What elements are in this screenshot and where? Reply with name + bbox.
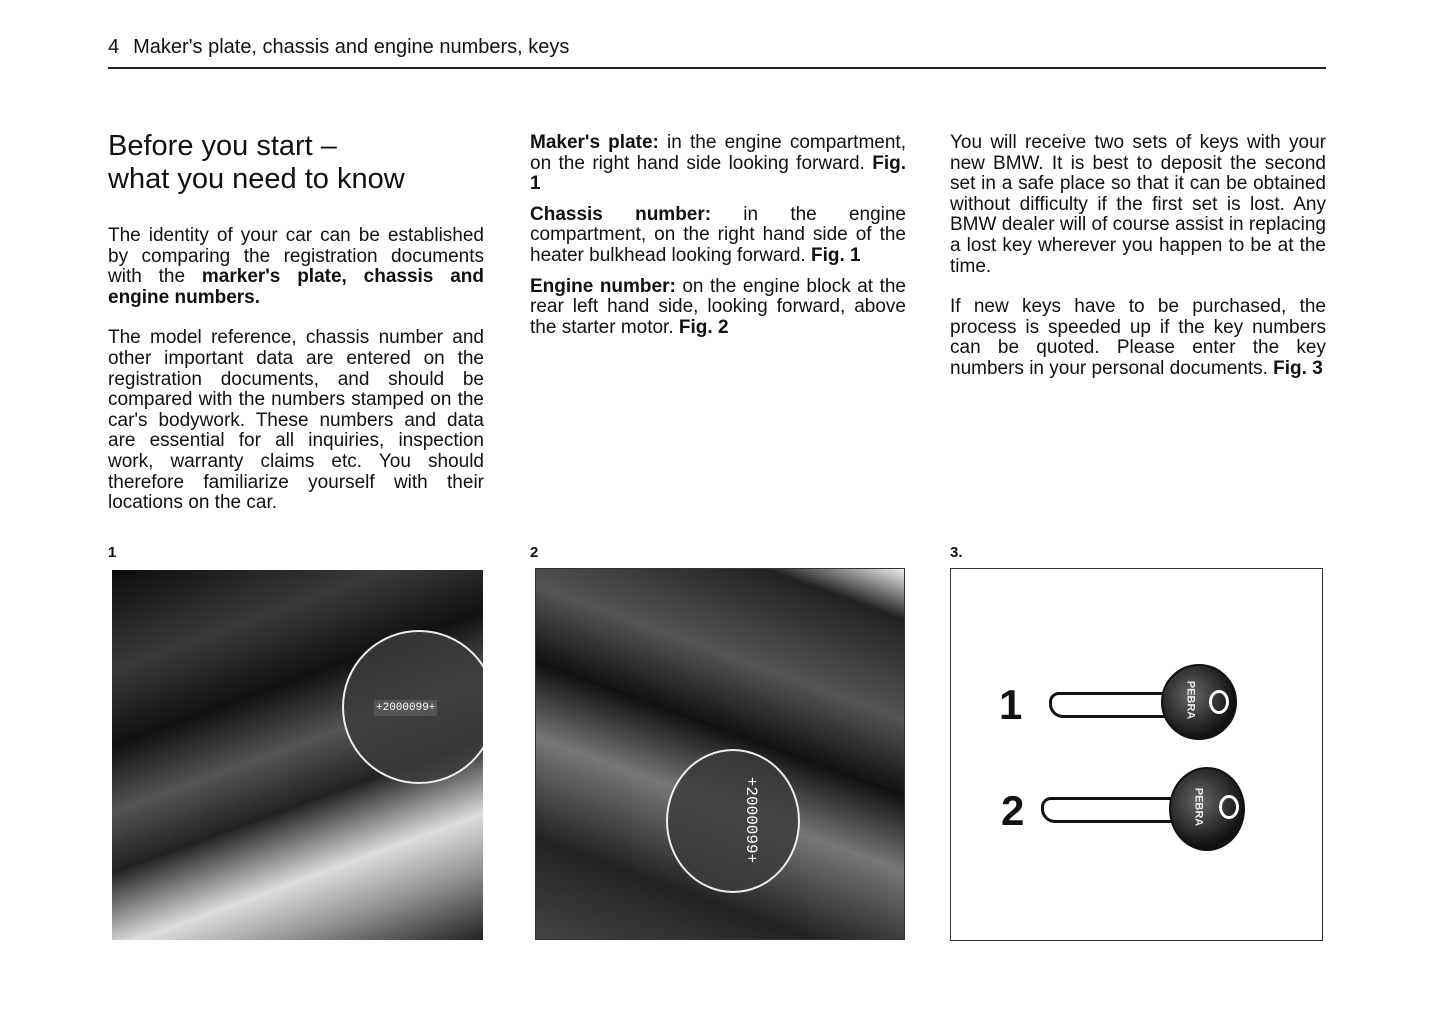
magnified-inset: [666, 749, 800, 893]
label: Maker's plate:: [530, 132, 659, 153]
text: If new keys have to be purchased, the process is speeded up if the key numbers can be quoted. Please enter the key numbers in your personal documents.: [950, 296, 1326, 379]
paragraph-keys: You will receive two sets of keys with your new BMW. It is best to deposit the second set in a safe place so that it can be obtained without difficulty if the first set is lost. Any BMW dealer will of course assist in replacing a lost key wherever you happen to be at the time.: [950, 132, 1326, 277]
figure-3-label: 3.: [950, 544, 963, 561]
fig-ref: Fig. 1: [530, 152, 906, 195]
fig-ref: Fig. 1: [810, 244, 861, 266]
paragraph-identity: [108, 226, 484, 308]
fig-ref: Fig. 2: [678, 316, 729, 338]
paragraph-makers-plate: [530, 133, 906, 195]
page-header: [108, 36, 569, 59]
text: in the engine compartment, on the right hand side of the heater bulkhead looking forward.: [530, 203, 906, 266]
column-3: [950, 133, 1326, 390]
key-brand: PEBRA: [1192, 787, 1205, 827]
figure-2-engine-block-photo: [535, 568, 905, 940]
column-1: [108, 226, 484, 524]
title-line-1: Before you start –: [108, 130, 337, 162]
key-1-label: 1: [999, 681, 1023, 728]
figure-2-label: 2: [530, 544, 539, 561]
page-number: 4: [108, 36, 120, 58]
engine-number-stamp: +2000099+: [742, 776, 761, 864]
section-title: [108, 130, 405, 196]
key-brand: PEBRA: [1184, 680, 1197, 720]
paragraph-model-reference: The model reference, chassis number and other important data are entered on the registration documents, and should be compared with the numbers stamped on the car's bodywork. These numbers and data are essential for all inquiries, inspection work, warranty claims etc. You should therefore familiarize yourself with their locations on the car.: [108, 327, 484, 514]
chassis-number-stamp: +2000099+: [376, 702, 436, 714]
paragraph-engine-number: [530, 277, 906, 339]
magnified-inset: [342, 630, 483, 784]
title-line-2: what you need to know: [108, 163, 405, 195]
figure-3-keys: [950, 568, 1323, 941]
figure-1-engine-compartment-photo: [112, 570, 483, 940]
label: Chassis number:: [530, 203, 712, 225]
figure-1-label: 1: [108, 544, 117, 561]
text: in the engine compartment, on the right hand side looking forward.: [530, 132, 906, 174]
bold-text: marker's plate, chassis and engine numbers.: [108, 266, 484, 308]
key-2-label: 2: [1001, 787, 1025, 834]
text: The identity of your car can be established by comparing the registration documents with the: [108, 225, 484, 288]
text: on the engine block at the rear left hand side, looking forward, above the starter motor.: [530, 275, 906, 338]
paragraph-chassis-number: [530, 205, 906, 267]
header-rule: [108, 67, 1326, 69]
column-2: [530, 133, 906, 348]
fig-ref: Fig. 3: [1273, 357, 1323, 379]
page-header-title: Maker's plate, chassis and engine numbers, keys: [133, 36, 570, 58]
paragraph-new-keys: [950, 297, 1326, 379]
label: Engine number:: [530, 275, 676, 297]
